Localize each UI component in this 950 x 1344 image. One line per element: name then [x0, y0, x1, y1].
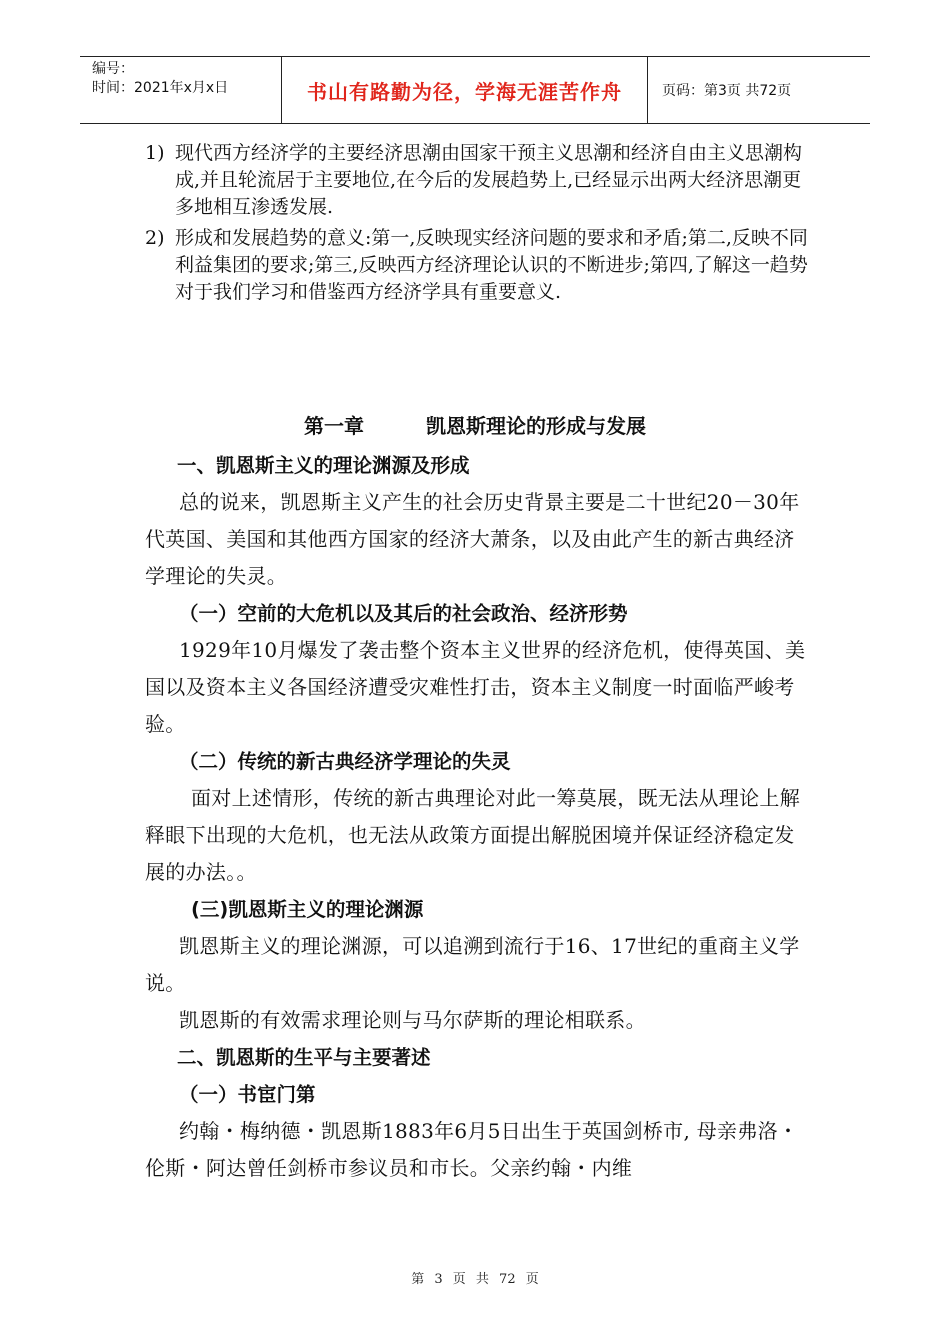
numbered-list — [145, 140, 815, 306]
paragraph: 总的说来，凯恩斯主义产生的社会历史背景主要是二十世纪20－30年代英国、美国和其他西方国家的经济大萧条，以及由此产生的新古典经济学理论的失灵。 — [145, 490, 800, 588]
paragraph: 1929年10月爆发了袭击整个资本主义世界的经济危机，使得英国、美国以及资本主义各国经济遭受灾难性打击，资本主义制度一时面临严峻考验。 — [145, 638, 806, 736]
list-item-number: 1) — [145, 142, 165, 164]
paragraph: 凯恩斯的有效需求理论则与马尔萨斯的理论相联系。 — [179, 1008, 646, 1032]
list-item-number: 2) — [145, 227, 165, 249]
paragraph: 凯恩斯主义的理论渊源，可以追溯到流行于16、17世纪的重商主义学说。 — [145, 934, 800, 995]
chapter-title — [0, 410, 950, 439]
chapter-number: 第一章 — [304, 414, 364, 438]
chapter-name: 凯恩斯理论的形成与发展 — [426, 414, 646, 438]
paragraph: 面对上述情形，传统的新古典理论对此一筹莫展，既无法从理论上解释眼下出现的大危机，也无法从政策方面提出解脱困境并保证经济稳定发展的办法。。 — [145, 786, 800, 884]
header-page-info: 页码：第3页 共72页 — [662, 83, 792, 99]
page-footer: 第 3 页 共 72 页 — [411, 1272, 539, 1287]
header-meta — [80, 57, 282, 123]
section-heading: 一、凯恩斯主义的理论渊源及形成 — [177, 454, 470, 477]
paragraph: 约翰・梅纳德・凯恩斯1883年6月5日出生于英国剑桥市, 母亲弗洛・伦斯・阿达曾任剑桥市参议员和市长。父亲约翰・内维 — [145, 1119, 799, 1180]
subsection-heading: （二）传统的新古典经济学理论的失灵 — [179, 750, 511, 773]
page-header — [80, 56, 870, 124]
subsection-heading: （一）空前的大危机以及其后的社会政治、经济形势 — [179, 602, 628, 625]
list-item-text: 形成和发展趋势的意义:第一,反映现实经济问题的要求和矛盾;第二,反映不同利益集团的要求;第三,反映西方经济理论认识的不断进步;第四,了解这一趋势对于我们学习和借鉴西方经济学具有重要意义. — [175, 227, 808, 303]
section-heading: 二、凯恩斯的生平与主要著述 — [177, 1046, 431, 1069]
chapter-body — [145, 447, 810, 1187]
list-item-text: 现代西方经济学的主要经济思潮由国家干预主义思潮和经济自由主义思潮构成,并且轮流居于主要地位,在今后的发展趋势上,已经显示出两大经济思潮更多地相互渗透发展. — [175, 142, 803, 218]
list-item — [145, 140, 815, 221]
code-label: 编号： — [92, 61, 134, 77]
subsection-heading: (三)凯恩斯主义的理论渊源 — [191, 898, 424, 921]
subsection-heading: （一）书宦门第 — [179, 1083, 316, 1106]
time-label: 时间：2021年x月x日 — [92, 80, 229, 96]
header-motto: 书山有路勤为径，学海无涯苦作舟 — [282, 57, 648, 123]
list-item — [145, 225, 815, 306]
